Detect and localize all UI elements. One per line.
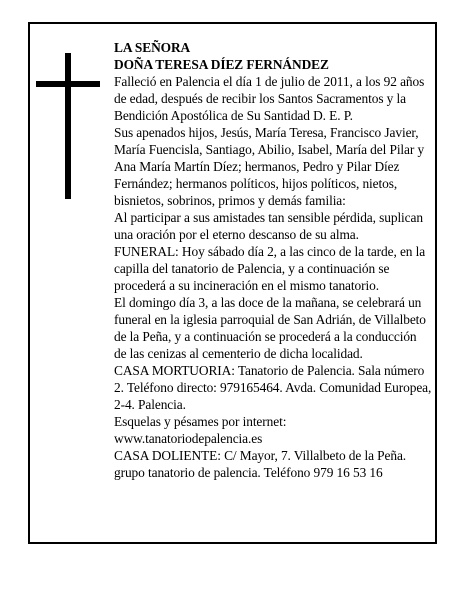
funeral-info: FUNERAL: Hoy sábado día 2, a las cinco de la tarde, en la capilla del tanatorio de Palencia, y a continuación se procederá a su incineración en el mismo tanatorio. xyxy=(114,244,426,293)
wake-house-info: CASA MORTUORIA: Tanatorio de Palencia. Sala número 2. Teléfono directo: 979165464. Avda. Comunidad Europea, 2-4. Palencia. xyxy=(114,363,432,412)
obituary-text xyxy=(114,39,432,481)
mass-info: El domingo día 3, a las doce de la mañana, se celebrará un funeral en la iglesia parroquial de San Adrián, de Villalbeto de la Peña, y a continuación se procederá a la conducción de las cenizas al cementerio de dicha localidad. xyxy=(114,295,426,361)
cross-icon xyxy=(36,53,100,199)
prayer-request: Al participar a sus amistades tan sensible pérdida, suplican una oración por el eterno descanso de su alma. xyxy=(114,210,423,242)
cross-vertical-bar xyxy=(65,53,71,199)
heading-line-1: LA SEÑORA xyxy=(114,40,191,55)
family-house-info: CASA DOLIENTE: C/ Mayor, 7. Villalbeto de la Peña. xyxy=(114,448,407,463)
internet-condolences: Esquelas y pésames por internet: www.tanatoriodepalencia.es xyxy=(114,414,287,446)
family-list: Sus apenados hijos, Jesús, María Teresa, Francisco Javier, María Fuencisla, Santiago, Abilio, Isabel, María del Pilar y Ana María Martín Díez; hermanos, Pedro y Pilar Díez Fernández; hermanos políticos, hijos políticos, nietos, bisnietos, sobrinos, primos y demás familia: xyxy=(114,125,425,208)
cross-horizontal-bar xyxy=(36,81,100,87)
deceased-name: DOÑA TERESA DÍEZ FERNÁNDEZ xyxy=(114,57,329,72)
funeral-home-contact: grupo tanatorio de palencia. Teléfono 979 16 53 16 xyxy=(114,465,383,480)
death-announcement: Falleció en Palencia el día 1 de julio de 2011, a los 92 años de edad, después de recibir los Santos Sacramentos y la Bendición Apostólica de Su Santidad D. E. P. xyxy=(114,74,425,123)
